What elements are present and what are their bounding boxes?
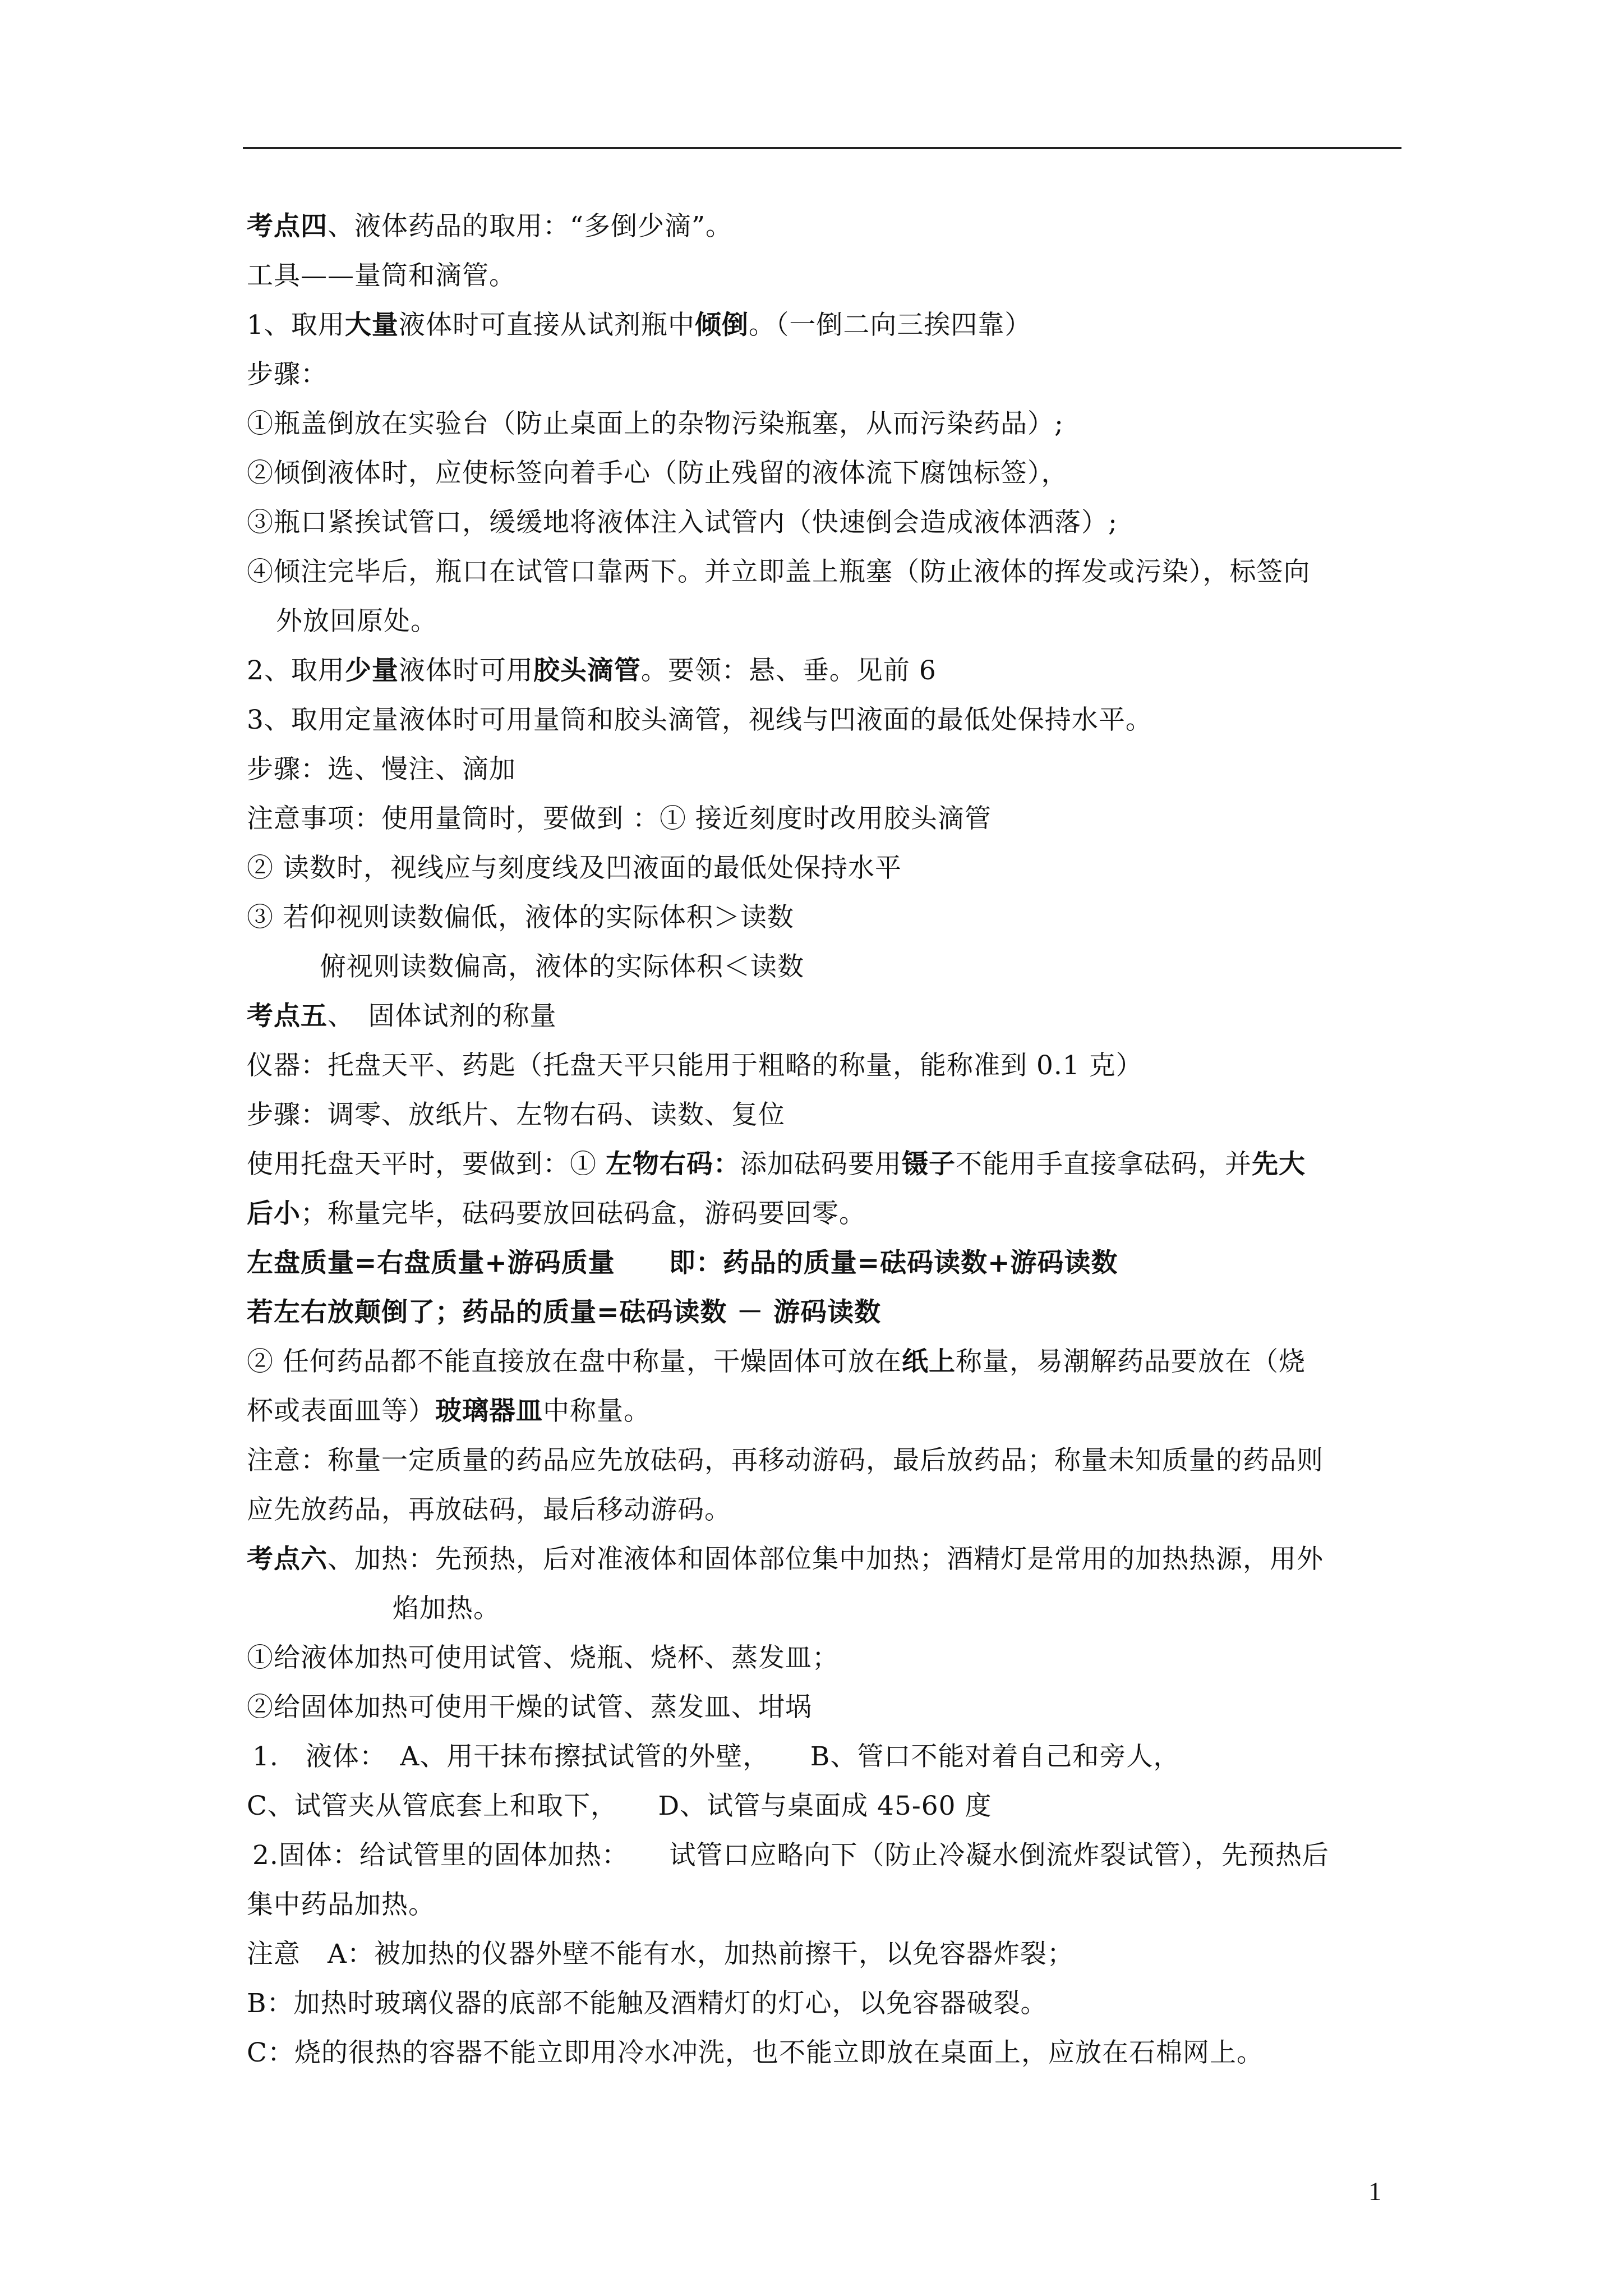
text-line: [247, 399, 1408, 449]
text-line: [247, 350, 1408, 399]
text-line: [247, 893, 1408, 942]
text-segment: 注意事项：使用量筒时，要做到 ：① 接近刻度时改用胶头滴管: [247, 803, 992, 834]
text-segment: ③ 若仰视则读数偏低，液体的实际体积＞读数: [247, 902, 794, 933]
text-line: [247, 547, 1408, 597]
text-line: [247, 942, 1408, 992]
text-segment: 、 固体试剂的称量: [328, 1001, 557, 1032]
text-line: [247, 597, 1408, 646]
text-segment: ①瓶盖倒放在实验台（防止桌面上的杂物污染瓶塞，从而污染药品）;: [247, 408, 1064, 439]
text-segment: ② 任何药品都不能直接放在盘中称量，干燥固体可放在: [247, 1346, 902, 1377]
text-segment: 集中药品加热。: [247, 1889, 435, 1920]
text-segment: B：加热时玻璃仪器的底部不能触及酒精灯的灯心，以免容器破裂。: [247, 1988, 1048, 2019]
text-segment: 工具——量筒和滴管。: [247, 260, 516, 291]
text-segment: 2、取用: [247, 655, 345, 686]
text-segment: 1、取用: [247, 310, 345, 341]
text-segment: 步骤：选、慢注、滴加: [247, 754, 516, 785]
text-segment: C：烧的很热的容器不能立即用冷水冲洗，也不能立即放在桌面上，应放在石棉网上。: [247, 2037, 1264, 2068]
text-line: [247, 1782, 1408, 1831]
text-line: [247, 202, 1408, 251]
bold-text-segment: 少量: [344, 655, 399, 686]
text-line: [247, 992, 1408, 1041]
text-line: [247, 301, 1408, 350]
text-line: [247, 449, 1408, 498]
text-segment: 步骤：: [247, 359, 328, 390]
text-segment: 杯或表面皿等）: [247, 1396, 435, 1427]
header-rule: [243, 147, 1401, 149]
text-line: [247, 1535, 1408, 1584]
bold-text-segment: 考点四: [247, 211, 328, 242]
bold-text-segment: 大量: [344, 310, 399, 341]
text-segment: 注意 A：被加热的仪器外壁不能有水，加热前擦干，以免容器炸裂；: [247, 1939, 1074, 1970]
bold-text-segment: 镊子: [901, 1149, 956, 1180]
bold-text-segment: 若左右放颠倒了；药品的质量=砝码读数 － 游码读数: [247, 1297, 882, 1328]
text-segment: 注意：称量一定质量的药品应先放砝码，再移动游码，最后放药品；称量未知质量的药品则: [247, 1445, 1324, 1476]
text-segment: 添加砝码要用: [740, 1149, 902, 1180]
text-segment: 3、取用定量液体时可用量筒和胶头滴管，视线与凹液面的最低处保持水平。: [247, 705, 1152, 735]
text-line: [247, 696, 1408, 745]
text-line: [247, 1634, 1408, 1683]
text-line: [247, 1732, 1408, 1782]
text-line: [247, 1041, 1408, 1091]
bold-text-segment: 玻璃器皿: [435, 1396, 543, 1427]
text-segment: 焰加热。: [393, 1593, 500, 1624]
text-segment: 。（一倒二向三挨四靠）: [748, 310, 1032, 341]
text-segment: 中称量。: [543, 1396, 651, 1427]
text-segment: 仪器：托盘天平、药匙（托盘天平只能用于粗略的称量，能称准到 0.1 克）: [247, 1050, 1143, 1081]
bold-text-segment: 左物右码：: [605, 1149, 740, 1180]
text-segment: 称量，易潮解药品要放在（烧: [955, 1346, 1306, 1377]
text-segment: ② 读数时，视线应与刻度线及凹液面的最低处保持水平: [247, 853, 902, 884]
text-line: [247, 1288, 1408, 1337]
text-line: [247, 498, 1408, 547]
text-segment: ②给固体加热可使用干燥的试管、蒸发皿、坩埚: [247, 1692, 812, 1723]
document-body: [247, 202, 1408, 2078]
text-line: [247, 1091, 1408, 1140]
text-line: [247, 1239, 1408, 1288]
text-segment: 使用托盘天平时，要做到：①: [247, 1149, 606, 1180]
text-line: [247, 1930, 1408, 1979]
page-number: 1: [1368, 2177, 1382, 2206]
text-segment: 步骤：调零、放纸片、左物右码、读数、复位: [247, 1099, 785, 1130]
bold-text-segment: 先大: [1251, 1149, 1306, 1180]
text-line: [247, 1831, 1408, 1880]
text-segment: ③瓶口紧挨试管口，缓缓地将液体注入试管内（快速倒会造成液体洒落）;: [247, 507, 1118, 538]
text-line: [247, 844, 1408, 893]
text-segment: 不能用手直接拿砝码，并: [955, 1149, 1252, 1180]
bold-text-segment: 后小: [247, 1198, 301, 1229]
text-segment: 液体时可直接从试剂瓶中: [398, 310, 695, 341]
text-segment: 应先放药品，再放砝码，最后移动游码。: [247, 1494, 731, 1525]
text-line: [247, 1979, 1408, 2028]
text-line: [247, 745, 1408, 794]
text-segment: ②倾倒液体时，应使标签向着手心（防止残留的液体流下腐蚀标签），: [247, 458, 1068, 489]
text-segment: ①给液体加热可使用试管、烧瓶、烧杯、蒸发皿；: [247, 1642, 839, 1673]
text-segment: 2.固体：给试管里的固体加热： 试管口应略向下（防止冷凝水倒流炸裂试管），先预热后: [252, 1840, 1329, 1871]
bold-text-segment: 考点六: [247, 1544, 328, 1575]
text-line: [247, 251, 1408, 301]
text-segment: C、试管夹从管底套上和取下， D、试管与桌面成 45-60 度: [247, 1791, 992, 1821]
bold-text-segment: 考点五: [247, 1001, 328, 1032]
text-segment: 外放回原处。: [276, 606, 437, 637]
text-line: [247, 1337, 1408, 1387]
text-segment: ；称量完毕，砝码要放回砝码盒，游码要回零。: [301, 1198, 866, 1229]
text-line: [247, 794, 1408, 844]
bold-text-segment: 倾倒: [694, 310, 749, 341]
text-line: [247, 646, 1408, 696]
text-line: [247, 1584, 1408, 1634]
text-line: [247, 1140, 1408, 1189]
text-line: [247, 1387, 1408, 1436]
text-line: [247, 1683, 1408, 1732]
text-segment: 液体时可用: [398, 655, 533, 686]
text-segment: ④倾注完毕后，瓶口在试管口靠两下。并立即盖上瓶塞（防止液体的挥发或污染），标签向: [247, 556, 1311, 587]
text-line: [247, 1436, 1408, 1485]
text-segment: 1. 液体： A、用干抹布擦拭试管的外壁， B、管口不能对着自己和旁人，: [252, 1741, 1181, 1772]
text-line: [247, 1485, 1408, 1535]
bold-text-segment: 纸上: [901, 1346, 956, 1377]
bold-text-segment: 胶头滴管: [533, 655, 641, 686]
text-line: [247, 2028, 1408, 2078]
bold-text-segment: 左盘质量=右盘质量+游码质量 即：药品的质量=砝码读数+游码读数: [247, 1248, 1118, 1278]
text-segment: 俯视则读数偏高，液体的实际体积＜读数: [320, 951, 804, 982]
text-line: [247, 1880, 1408, 1930]
text-segment: 。要领：悬、垂。见前 6: [640, 655, 937, 686]
text-line: [247, 1189, 1408, 1239]
text-segment: 、液体药品的取用：“多倒少滴”。: [328, 211, 733, 242]
text-segment: 、加热：先预热，后对准液体和固体部位集中加热；酒精灯是常用的加热热源，用外: [328, 1544, 1324, 1575]
